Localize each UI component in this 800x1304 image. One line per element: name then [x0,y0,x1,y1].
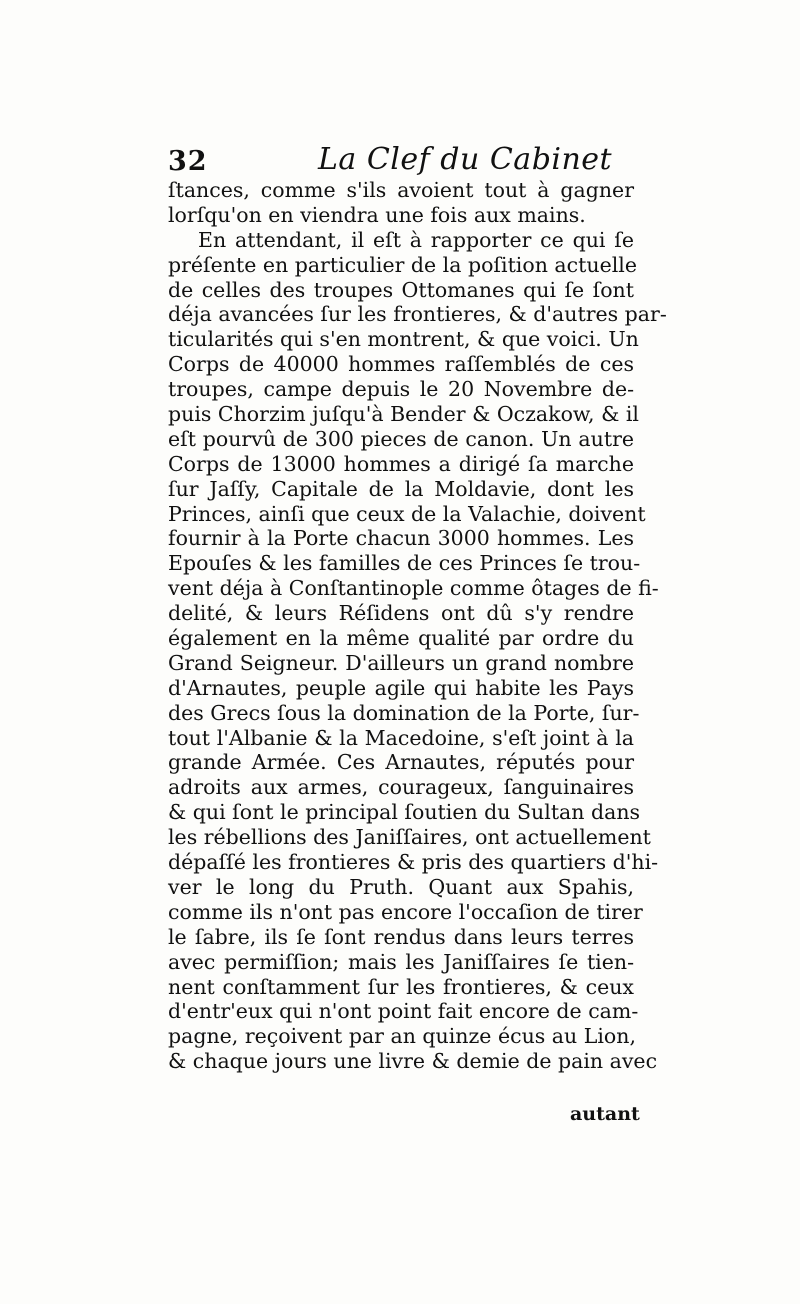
text-line: de celles des troupes Ottomanes qui ſe ſont [168,277,634,302]
text-line: & qui ſont le principal ſoutien du Sultan dans [168,800,641,825]
text-line: d'entr'eux qui n'ont point fait encore de cam- [168,999,639,1024]
text-line: d'Arnautes, peuple agile qui habite les Pays [168,675,634,700]
text-line: delité, & leurs Réſidens ont dû s'y rendre [168,601,634,626]
text-line: nent conſtamment ſur les frontieres, & ceux [168,974,634,999]
text-line: avec permiſſion; mais les Janiſſaires ſe tien- [168,949,634,974]
text-line: les rébellions des Janiſſaires, ont actuellement [168,825,651,850]
text-line: comme ils n'ont pas encore l'occaſion de tirer [168,899,643,924]
text-line: des Grecs ſous la domination de la Porte, ſur- [168,700,640,725]
text-line: vent déja à Conſtantinople comme ôtages de fi- [168,576,659,601]
text-line: tout l'Albanie & la Macedoine, s'eſt joint à la [168,725,634,750]
text-line: dépaſſé les frontieres & pris des quartiers d'hi- [168,850,659,875]
text-line: eſt pourvû de 300 pieces de canon. Un autre [168,426,634,451]
catchword: autant [570,1103,640,1125]
text-line: ſur Jaſſy, Capitale de la Moldavie, dont les [168,476,634,501]
body-text [168,178,667,1074]
running-title: La Clef du Cabinet [318,142,613,177]
text-line: pagne, reçoivent par an quinze écus au Lion, [168,1024,636,1049]
text-line: fournir à la Porte chacun 3000 hommes. Les [168,526,634,551]
text-line: ver le long du Pruth. Quant aux Spahis, [168,874,634,899]
text-line: En attendant, il eſt à rapporter ce qui ſe [198,227,634,252]
text-line: puis Chorzim juſqu'à Bender & Oczakow, & il [168,402,639,427]
text-line: & chaque jours une livre & demie de pain avec [168,1049,658,1074]
text-line: ticularités qui s'en montrent, & que voici. Un [168,327,639,352]
text-line: Corps de 40000 hommes raſſemblés de ces [168,352,634,377]
text-line: troupes, campe depuis le 20 Novembre de- [168,377,634,402]
text-line: Epouſes & les familles de ces Princes ſe trou- [168,551,641,576]
text-line: préſente en particulier de la poſition actuelle [168,252,637,277]
text-line: lorſqu'on en viendra une fois aux mains. [168,202,586,227]
text-line: Grand Seigneur. D'ailleurs un grand nombre [168,650,634,675]
page-number: 32 [168,146,208,177]
text-line: ſtances, comme s'ils avoient tout à gagner [168,178,634,202]
text-line: Corps de 13000 hommes a dirigé ſa marche [168,451,634,476]
text-line: le ſabre, ils ſe ſont rendus dans leurs terres [168,924,634,949]
text-line: Princes, ainſi que ceux de la Valachie, doivent [168,501,646,526]
text-line: également en la même qualité par ordre du [168,626,634,651]
text-line: adroits aux armes, courageux, ſanguinaires [168,775,634,800]
text-line: grande Armée. Ces Arnautes, réputés pour [168,750,634,775]
text-line: déja avancées ſur les frontieres, & d'autres par- [168,302,667,327]
